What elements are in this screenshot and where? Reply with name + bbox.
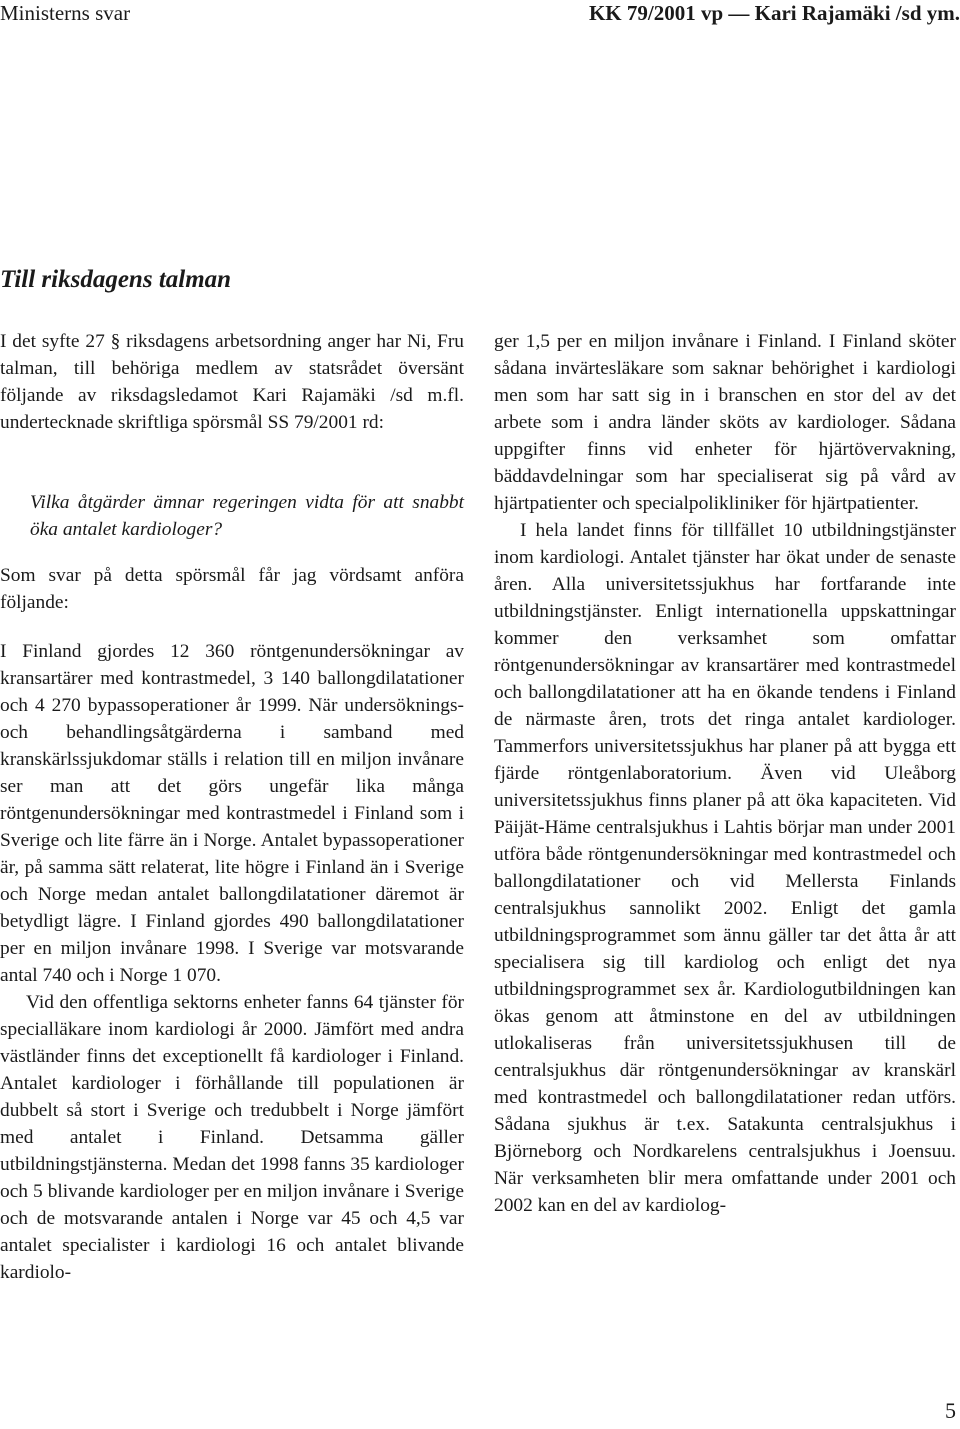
page-title: Till riksdagens talman [0, 266, 232, 293]
question-text: Vilka åtgärder ämnar regeringen vidta för att snabbt öka antalet kardiologer? [30, 492, 464, 540]
left-column-body [0, 638, 464, 1286]
left-paragraph-1: I Finland gjordes 12 360 röntgenundersökningar av kransartärer med kontrastmedel, 3 140 ballongdilatationer och 4 270 bypassoperationer år 1999. När undersöknings- och behandlingsåtgärderna i samband med kranskärlssjukdomar ställs i relation till en miljon invånare ser man att det görs ungefär lika många röntgenundersökningar med kontrastmedel i Finland som i Sverige och lite färre än i Norge. Antalet bypassoperationer är, på samma sätt relaterat, lite högre i Finland än i Sverige och Norge medan antalet ballongdilatationer däremot är betydligt lägre. I Finland gjordes 490 ballongdilatationer per en miljon invånare 1998. I Sverige var motsvarande antal 740 och i Norge 1 070. [0, 641, 464, 986]
right-paragraph-1: ger 1,5 per en miljon invånare i Finland. I Finland sköter sådana invärtesläkare som saknar behörighet i kardiologi men som har satt sig in i branschen en stor del av det arbete som i andra länder sköts av kardiologer. Sådana uppgifter finns vid enheter för hjärtövervakning, bäddavdelningar som har specialiserat sig på vård av hjärtpatienter och specialpolikliniker för hjärtpatienter. [494, 331, 956, 514]
header-section-title: Ministerns svar [0, 1, 131, 25]
page-number: 5 [945, 1398, 956, 1423]
page-header [0, 0, 960, 30]
header-document-reference: KK 79/2001 vp — Kari Rajamäki /sd ym. [588, 1, 960, 25]
left-paragraph-2: Vid den offentliga sektorns enheter fanns 64 tjänster för specialläkare inom kardiologi år 2000. Jämfört med andra västländer finns det exceptionellt få kardiologer i Finland. Antalet kardiologer i förhållande till populationen är dubbelt så stort i Sverige och tredubbelt i Norge jämfört med antalet i Finland. Detsamma gäller utbildningstjänsterna. Medan det 1998 fanns 35 kardiologer och 5 blivande kardiologer per en miljon invånare i Sverige och de motsvarande antalen i Norge var 45 och 4,5 var antalet specialister i kardiologi 16 och antalet blivande kardiolo- [0, 992, 464, 1283]
right-paragraph-2: I hela landet finns för tillfället 10 utbildningstjänster inom kardiologi. Antalet tjänster har ökat under de senaste åren. Alla universitetssjukhus har fortfarande inte utbildningstjänster. Enligt internationella uppskattningar kommer den verksamhet som omfattar röntgenundersökningar av kransartärer med kontrastmedel och ballongdilatationer att ha en ökande tendens i Finland de närmaste åren, trots det ringa antalet kardiologer. Tammerfors universitetssjukhus har planer på att bygga ett fjärde röntgenlaboratorium. Även vid Uleåborg universitetssjukhus finns planer på att öka kapaciteten. Vid Päijät-Häme centralsjukhus i Lahtis börjar man under 2001 utföra både röntgenundersökningar med kontrastmedel och ballongdilatationer och vid Mellersta Finlands centralsjukhus sannolikt 2002. Enligt det gamla utbildningsprogrammet som ännu gäller tar det åtta år att specialisera sig till kardiolog och enligt det nya utbildningsprogrammet sex år. Kardiologutbildningen kan ökas genom att åtminstone en del av utbildningen utlokaliseras från universitetssjukhusen till de centralsjukhus där röntgenundersökningar av kranskärl med kontrastmedel och ballongdilatationer redan utförs. Sådana sjukhus är t.ex. Satakunta centralsjukhus i Björneborg och Nordkarelens centralsjukhus i Joensuu. När verksamheten blir mera omfattande under 2001 och 2002 kan en del av kardiolog- [494, 520, 956, 1216]
intro-paragraph: I det syfte 27 § riksdagens arbetsordning anger har Ni, Fru talman, till behöriga medlem av statsrådet översänt följande av riksdagsledamot Kari Rajamäki /sd m.fl. undertecknade skriftliga spörsmål SS 79/2001 rd: [0, 331, 464, 433]
answer-intro: Som svar på detta spörsmål får jag vördsamt anföra följande: [0, 565, 464, 613]
right-column-body [494, 328, 956, 1219]
